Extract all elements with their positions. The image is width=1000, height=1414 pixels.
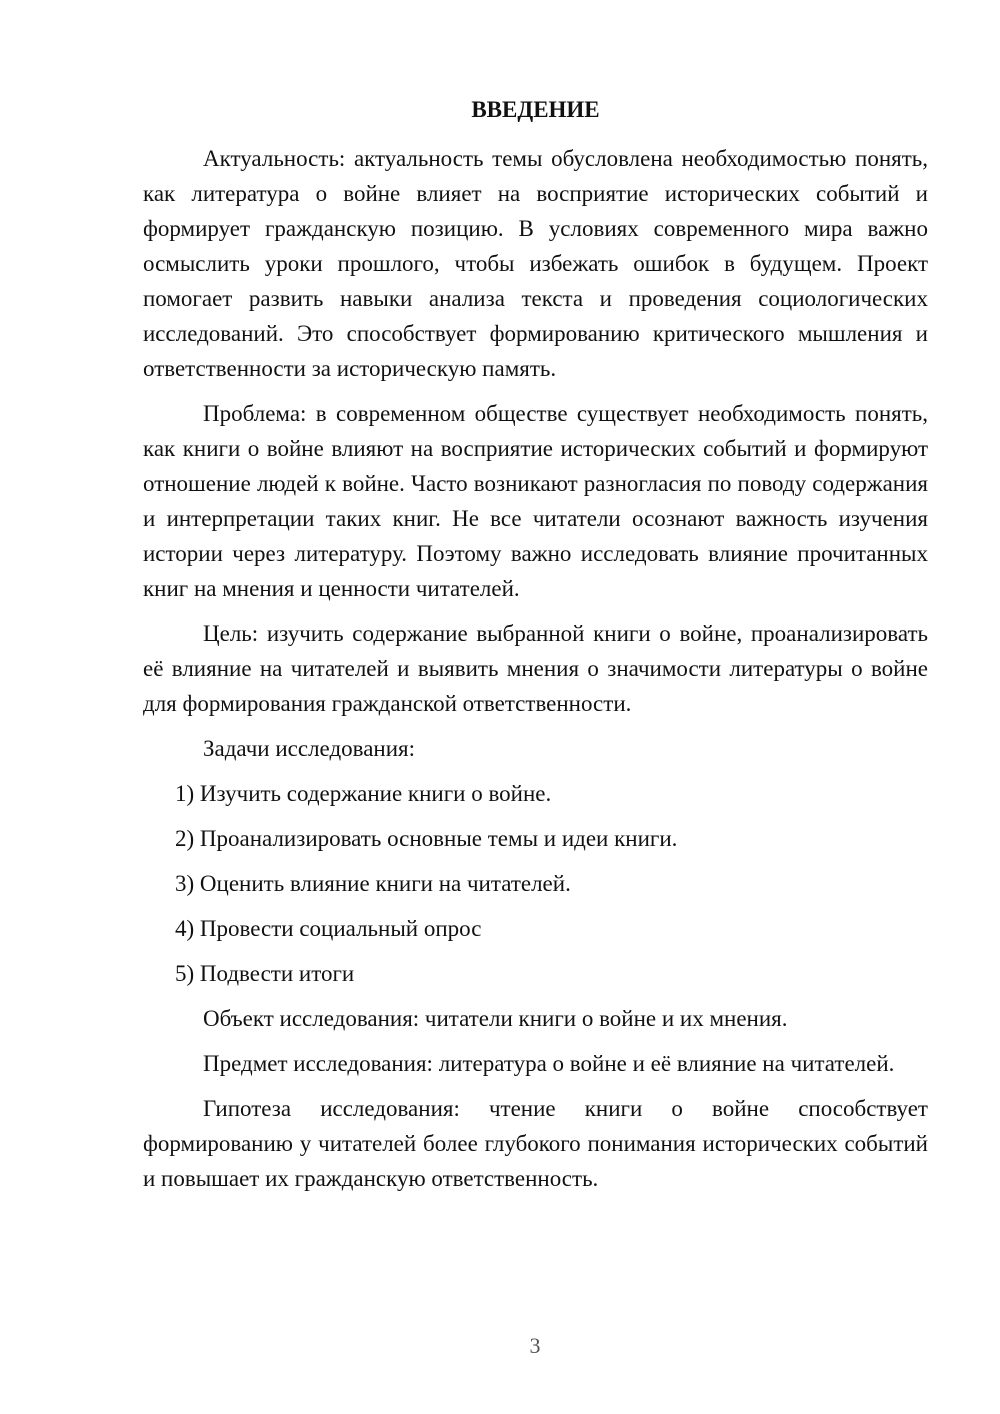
paragraph-hypothesis: Гипотеза исследования: чтение книги о войне способствует формированию у читателей более глубокого понимания исторических событий и повышает их гражданскую ответственность. bbox=[143, 1096, 928, 1191]
paragraph-problem: Проблема: в современном обществе существует необходимость понять, как книги о войне влияют на восприятие исторических событий и формируют отношение людей к войне. Часто возникают разногласия по поводу содержания и интерпретации таких книг. Не все читатели осознают важность изучения истории через литературу. Поэтому важно исследовать влияние прочитанных книг на мнения и ценности читателей. bbox=[143, 401, 928, 601]
document-page bbox=[143, 93, 928, 1206]
page-number: 3 bbox=[529, 1333, 541, 1358]
paragraph-goal: Цель: изучить содержание выбранной книги о войне, проанализировать её влияние на читателей и выявить мнения о значимости литературы о войне для формирования гражданской ответственности. bbox=[143, 621, 928, 716]
tasks-list bbox=[143, 776, 928, 991]
tasks-heading: Задачи исследования: bbox=[203, 736, 416, 761]
list-item: 2) Проанализировать основные темы и идеи книги. bbox=[175, 826, 678, 851]
paragraph-subject: Предмет исследования: литература о войне и её влияние на читателей. bbox=[203, 1051, 895, 1076]
paragraph-object: Объект исследования: читатели книги о войне и их мнения. bbox=[203, 1006, 788, 1031]
list-item: 4) Провести социальный опрос bbox=[175, 916, 482, 941]
list-item: 3) Оценить влияние книги на читателей. bbox=[175, 871, 571, 896]
list-item: 5) Подвести итоги bbox=[175, 961, 355, 986]
paragraph-relevance: Актуальность: актуальность темы обусловлена необходимостью понять, как литература о войне влияет на восприятие исторических событий и формирует гражданскую позицию. В условиях современного мира важно осмыслить уроки прошлого, чтобы избежать ошибок в будущем. Проект помогает развить навыки анализа текста и проведения социологических исследований. Это способствует формированию критического мышления и ответственности за историческую память. bbox=[143, 146, 928, 381]
list-item: 1) Изучить содержание книги о войне. bbox=[175, 781, 552, 806]
page-title: ВВЕДЕНИЕ bbox=[471, 97, 600, 122]
